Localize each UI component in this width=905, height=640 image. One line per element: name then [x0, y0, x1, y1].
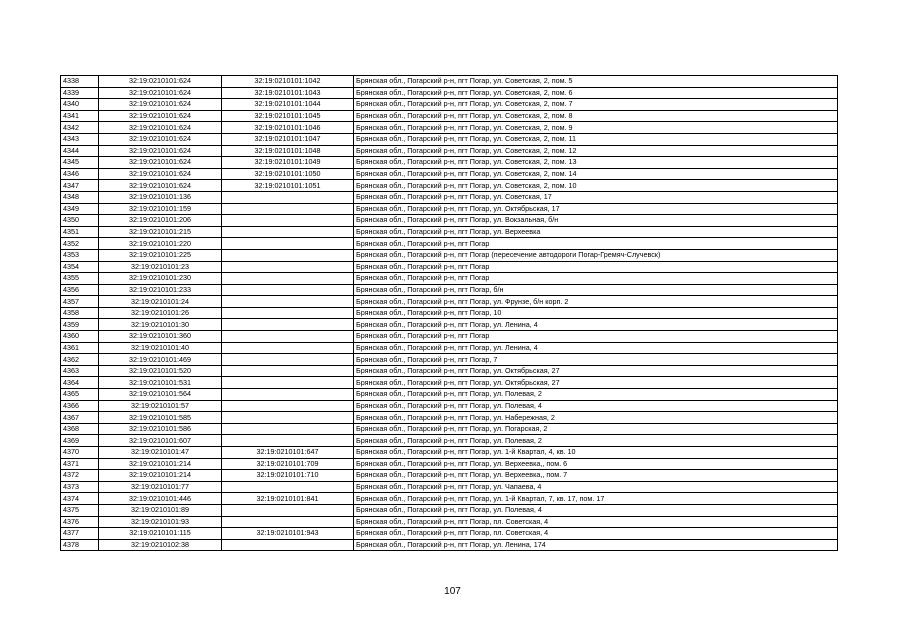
address-cell: Брянская обл., Погарский р-н, пгт Погар, ул. Вокзальная, б/н: [354, 215, 838, 227]
object-number-cell: [222, 504, 354, 516]
address-cell: Брянская обл., Погарский р-н, пгт Погар, ул. Октябрьская, 27: [354, 365, 838, 377]
object-number-cell: 32:19:0210101:1045: [222, 110, 354, 122]
row-number-cell: 4378: [61, 539, 99, 551]
row-number-cell: 4365: [61, 389, 99, 401]
object-number-cell: 32:19:0210101:1051: [222, 180, 354, 192]
object-number-cell: 32:19:0210101:710: [222, 470, 354, 482]
row-number-cell: 4354: [61, 261, 99, 273]
cadastral-number-cell: 32:19:0210101:230: [99, 273, 222, 285]
cadastral-number-cell: 32:19:0210101:624: [99, 87, 222, 99]
cadastral-number-cell: 32:19:0210101:520: [99, 365, 222, 377]
row-number-cell: 4348: [61, 191, 99, 203]
object-number-cell: [222, 191, 354, 203]
address-cell: Брянская обл., Погарский р-н, пгт Погар, ул. Верхеевка: [354, 226, 838, 238]
address-cell: Брянская обл., Погарский р-н, пгт Погар, ул. Ленина, 4: [354, 342, 838, 354]
row-number-cell: 4360: [61, 331, 99, 343]
row-number-cell: 4361: [61, 342, 99, 354]
table-row: [61, 307, 838, 319]
table-row: [61, 354, 838, 366]
row-number-cell: 4371: [61, 458, 99, 470]
object-number-cell: [222, 423, 354, 435]
object-number-cell: 32:19:0210101:1049: [222, 157, 354, 169]
cadastral-number-cell: 32:19:0210101:531: [99, 377, 222, 389]
cadastral-number-cell: 32:19:0210101:136: [99, 191, 222, 203]
cadastral-number-cell: 32:19:0210101:89: [99, 504, 222, 516]
object-number-cell: 32:19:0210101:1050: [222, 168, 354, 180]
row-number-cell: 4340: [61, 99, 99, 111]
object-number-cell: [222, 354, 354, 366]
table-row: [61, 87, 838, 99]
table-row: [61, 423, 838, 435]
row-number-cell: 4367: [61, 412, 99, 424]
address-cell: Брянская обл., Погарский р-н, пгт Погар (пересечение автодороги Погар-Гремяч-Случевск): [354, 249, 838, 261]
address-cell: Брянская обл., Погарский р-н, пгт Погар, ул. 1-й Квартал, 4, кв. 10: [354, 447, 838, 459]
row-number-cell: 4373: [61, 481, 99, 493]
address-cell: Брянская обл., Погарский р-н, пгт Погар, ул. Советская, 2, пом. 11: [354, 133, 838, 145]
address-cell: Брянская обл., Погарский р-н, пгт Погар, 7: [354, 354, 838, 366]
cadastral-number-cell: 32:19:0210101:214: [99, 470, 222, 482]
address-cell: Брянская обл., Погарский р-н, пгт Погар, ул. Октябрьская, 17: [354, 203, 838, 215]
row-number-cell: 4370: [61, 447, 99, 459]
address-cell: Брянская обл., Погарский р-н, пгт Погар, ул. Полевая, 2: [354, 435, 838, 447]
page-number: 107: [444, 586, 461, 597]
row-number-cell: 4347: [61, 180, 99, 192]
cadastral-number-cell: 32:19:0210101:624: [99, 76, 222, 88]
cadastral-number-cell: 32:19:0210101:214: [99, 458, 222, 470]
table-row: [61, 226, 838, 238]
address-cell: Брянская обл., Погарский р-н, пгт Погар, ул. Чапаева, 4: [354, 481, 838, 493]
table-row: [61, 389, 838, 401]
row-number-cell: 4363: [61, 365, 99, 377]
table-row: [61, 261, 838, 273]
object-number-cell: 32:19:0210101:1044: [222, 99, 354, 111]
row-number-cell: 4356: [61, 284, 99, 296]
object-number-cell: [222, 389, 354, 401]
table-row: [61, 296, 838, 308]
table-row: [61, 157, 838, 169]
address-cell: Брянская обл., Погарский р-н, пгт Погар, ул. Ленина, 174: [354, 539, 838, 551]
table-row: [61, 76, 838, 88]
table-row: [61, 133, 838, 145]
cadastral-number-cell: 32:19:0210101:47: [99, 447, 222, 459]
address-cell: Брянская обл., Погарский р-н, пгт Погар, ул. Октябрьская, 27: [354, 377, 838, 389]
table-row: [61, 110, 838, 122]
object-number-cell: [222, 284, 354, 296]
cadastral-number-cell: 32:19:0210101:26: [99, 307, 222, 319]
table-row: [61, 122, 838, 134]
address-cell: Брянская обл., Погарский р-н, пгт Погар, ул. Советская, 17: [354, 191, 838, 203]
object-number-cell: [222, 377, 354, 389]
row-number-cell: 4374: [61, 493, 99, 505]
address-cell: Брянская обл., Погарский р-н, пгт Погар: [354, 331, 838, 343]
object-number-cell: 32:19:0210101:709: [222, 458, 354, 470]
table-row: [61, 319, 838, 331]
object-number-cell: [222, 412, 354, 424]
address-cell: Брянская обл., Погарский р-н, пгт Погар, б/н: [354, 284, 838, 296]
row-number-cell: 4364: [61, 377, 99, 389]
cadastral-number-cell: 32:19:0210101:30: [99, 319, 222, 331]
row-number-cell: 4349: [61, 203, 99, 215]
table-row: [61, 504, 838, 516]
address-cell: Брянская обл., Погарский р-н, пгт Погар, ул. Советская, 2, пом. 6: [354, 87, 838, 99]
cadastral-number-cell: 32:19:0210101:215: [99, 226, 222, 238]
row-number-cell: 4350: [61, 215, 99, 227]
cadastral-number-cell: 32:19:0210101:159: [99, 203, 222, 215]
object-number-cell: [222, 481, 354, 493]
address-cell: Брянская обл., Погарский р-н, пгт Погар, ул. 1-й Квартал, 7, кв. 17, пом. 17: [354, 493, 838, 505]
object-number-cell: [222, 238, 354, 250]
object-number-cell: [222, 203, 354, 215]
cadastral-number-cell: 32:19:0210101:57: [99, 400, 222, 412]
cadastral-number-cell: 32:19:0210101:624: [99, 145, 222, 157]
table-row: [61, 331, 838, 343]
cadastral-number-cell: 32:19:0210101:624: [99, 157, 222, 169]
table-row: [61, 203, 838, 215]
cadastral-number-cell: 32:19:0210102:38: [99, 539, 222, 551]
object-number-cell: 32:19:0210101:1048: [222, 145, 354, 157]
object-number-cell: 32:19:0210101:1046: [222, 122, 354, 134]
row-number-cell: 4346: [61, 168, 99, 180]
object-number-cell: [222, 319, 354, 331]
object-number-cell: 32:19:0210101:647: [222, 447, 354, 459]
cadastral-number-cell: 32:19:0210101:624: [99, 180, 222, 192]
table-row: [61, 238, 838, 250]
address-cell: Брянская обл., Погарский р-н, пгт Погар, ул. Погарская, 2: [354, 423, 838, 435]
address-cell: Брянская обл., Погарский р-н, пгт Погар, ул. Полевая, 2: [354, 389, 838, 401]
cadastral-number-cell: 32:19:0210101:206: [99, 215, 222, 227]
table-row: [61, 273, 838, 285]
table-row: [61, 516, 838, 528]
table-row: [61, 284, 838, 296]
cadastral-number-cell: 32:19:0210101:233: [99, 284, 222, 296]
cadastral-number-cell: 32:19:0210101:446: [99, 493, 222, 505]
cadastral-number-cell: 32:19:0210101:23: [99, 261, 222, 273]
address-cell: Брянская обл., Погарский р-н, пгт Погар, ул. Советская, 2, пом. 7: [354, 99, 838, 111]
row-number-cell: 4372: [61, 470, 99, 482]
object-number-cell: [222, 226, 354, 238]
address-cell: Брянская обл., Погарский р-н, пгт Погар, ул. Советская, 2, пом. 14: [354, 168, 838, 180]
row-number-cell: 4338: [61, 76, 99, 88]
address-cell: Брянская обл., Погарский р-н, пгт Погар, ул. Советская, 2, пом. 12: [354, 145, 838, 157]
row-number-cell: 4368: [61, 423, 99, 435]
cadastral-number-cell: 32:19:0210101:225: [99, 249, 222, 261]
address-cell: Брянская обл., Погарский р-н, пгт Погар, ул. Полевая, 4: [354, 504, 838, 516]
address-cell: Брянская обл., Погарский р-н, пгт Погар: [354, 238, 838, 250]
object-number-cell: [222, 539, 354, 551]
row-number-cell: 4353: [61, 249, 99, 261]
row-number-cell: 4343: [61, 133, 99, 145]
row-number-cell: 4351: [61, 226, 99, 238]
table-row: [61, 168, 838, 180]
table-row: [61, 180, 838, 192]
table-row: [61, 470, 838, 482]
object-number-cell: 32:19:0210101:1043: [222, 87, 354, 99]
row-number-cell: 4355: [61, 273, 99, 285]
cadastral-number-cell: 32:19:0210101:624: [99, 110, 222, 122]
row-number-cell: 4358: [61, 307, 99, 319]
row-number-cell: 4375: [61, 504, 99, 516]
row-number-cell: 4369: [61, 435, 99, 447]
table-row: [61, 400, 838, 412]
row-number-cell: 4357: [61, 296, 99, 308]
object-number-cell: 32:19:0210101:841: [222, 493, 354, 505]
table-row: [61, 493, 838, 505]
object-number-cell: [222, 273, 354, 285]
object-number-cell: [222, 342, 354, 354]
object-number-cell: [222, 435, 354, 447]
table-row: [61, 458, 838, 470]
object-number-cell: [222, 249, 354, 261]
address-cell: Брянская обл., Погарский р-н, пгт Погар, ул. Ленина, 4: [354, 319, 838, 331]
cadastral-number-cell: 32:19:0210101:607: [99, 435, 222, 447]
registry-table-body: [61, 76, 838, 551]
row-number-cell: 4341: [61, 110, 99, 122]
address-cell: Брянская обл., Погарский р-н, пгт Погар: [354, 261, 838, 273]
row-number-cell: 4344: [61, 145, 99, 157]
address-cell: Брянская обл., Погарский р-н, пгт Погар, ул. Советская, 2, пом. 13: [354, 157, 838, 169]
cadastral-number-cell: 32:19:0210101:220: [99, 238, 222, 250]
cadastral-number-cell: 32:19:0210101:586: [99, 423, 222, 435]
row-number-cell: 4377: [61, 528, 99, 540]
object-number-cell: [222, 400, 354, 412]
row-number-cell: 4339: [61, 87, 99, 99]
table-row: [61, 365, 838, 377]
row-number-cell: 4376: [61, 516, 99, 528]
address-cell: Брянская обл., Погарский р-н, пгт Погар, ул. Советская, 2, пом. 5: [354, 76, 838, 88]
cadastral-number-cell: 32:19:0210101:585: [99, 412, 222, 424]
cadastral-number-cell: 32:19:0210101:624: [99, 122, 222, 134]
cadastral-number-cell: 32:19:0210101:624: [99, 99, 222, 111]
table-row: [61, 435, 838, 447]
table-row: [61, 191, 838, 203]
address-cell: Брянская обл., Погарский р-н, пгт Погар, 10: [354, 307, 838, 319]
object-number-cell: [222, 261, 354, 273]
address-cell: Брянская обл., Погарский р-н, пгт Погар, пл. Советская, 4: [354, 528, 838, 540]
cadastral-number-cell: 32:19:0210101:40: [99, 342, 222, 354]
object-number-cell: [222, 365, 354, 377]
object-number-cell: 32:19:0210101:1047: [222, 133, 354, 145]
table-row: [61, 215, 838, 227]
row-number-cell: 4362: [61, 354, 99, 366]
table-row: [61, 342, 838, 354]
table-row: [61, 145, 838, 157]
address-cell: Брянская обл., Погарский р-н, пгт Погар, ул. Советская, 2, пом. 10: [354, 180, 838, 192]
object-number-cell: 32:19:0210101:1042: [222, 76, 354, 88]
cadastral-number-cell: 32:19:0210101:77: [99, 481, 222, 493]
object-number-cell: [222, 331, 354, 343]
address-cell: Брянская обл., Погарский р-н, пгт Погар, ул. Набережная, 2: [354, 412, 838, 424]
cadastral-number-cell: 32:19:0210101:24: [99, 296, 222, 308]
address-cell: Брянская обл., Погарский р-н, пгт Погар: [354, 273, 838, 285]
table-row: [61, 377, 838, 389]
table-row: [61, 249, 838, 261]
cadastral-number-cell: 32:19:0210101:469: [99, 354, 222, 366]
address-cell: Брянская обл., Погарский р-н, пгт Погар, ул. Верхеевка,, пом. 7: [354, 470, 838, 482]
object-number-cell: 32:19:0210101:943: [222, 528, 354, 540]
cadastral-number-cell: 32:19:0210101:115: [99, 528, 222, 540]
row-number-cell: 4366: [61, 400, 99, 412]
object-number-cell: [222, 516, 354, 528]
table-row: [61, 528, 838, 540]
registry-table: [60, 75, 838, 551]
object-number-cell: [222, 296, 354, 308]
address-cell: Брянская обл., Погарский р-н, пгт Погар, ул. Советская, 2, пом. 9: [354, 122, 838, 134]
cadastral-number-cell: 32:19:0210101:93: [99, 516, 222, 528]
row-number-cell: 4342: [61, 122, 99, 134]
object-number-cell: [222, 307, 354, 319]
row-number-cell: 4345: [61, 157, 99, 169]
cadastral-number-cell: 32:19:0210101:360: [99, 331, 222, 343]
address-cell: Брянская обл., Погарский р-н, пгт Погар, ул. Фрунзе, б/н корп. 2: [354, 296, 838, 308]
cadastral-number-cell: 32:19:0210101:564: [99, 389, 222, 401]
address-cell: Брянская обл., Погарский р-н, пгт Погар, ул. Полевая, 4: [354, 400, 838, 412]
address-cell: Брянская обл., Погарский р-н, пгт Погар, ул. Верхеевка,, пом. 6: [354, 458, 838, 470]
table-row: [61, 412, 838, 424]
table-row: [61, 539, 838, 551]
row-number-cell: 4359: [61, 319, 99, 331]
row-number-cell: 4352: [61, 238, 99, 250]
cadastral-number-cell: 32:19:0210101:624: [99, 168, 222, 180]
object-number-cell: [222, 215, 354, 227]
table-row: [61, 481, 838, 493]
address-cell: Брянская обл., Погарский р-н, пгт Погар, ул. Советская, 2, пом. 8: [354, 110, 838, 122]
table-row: [61, 99, 838, 111]
address-cell: Брянская обл., Погарский р-н, пгт Погар, пл. Советская, 4: [354, 516, 838, 528]
table-row: [61, 447, 838, 459]
cadastral-number-cell: 32:19:0210101:624: [99, 133, 222, 145]
